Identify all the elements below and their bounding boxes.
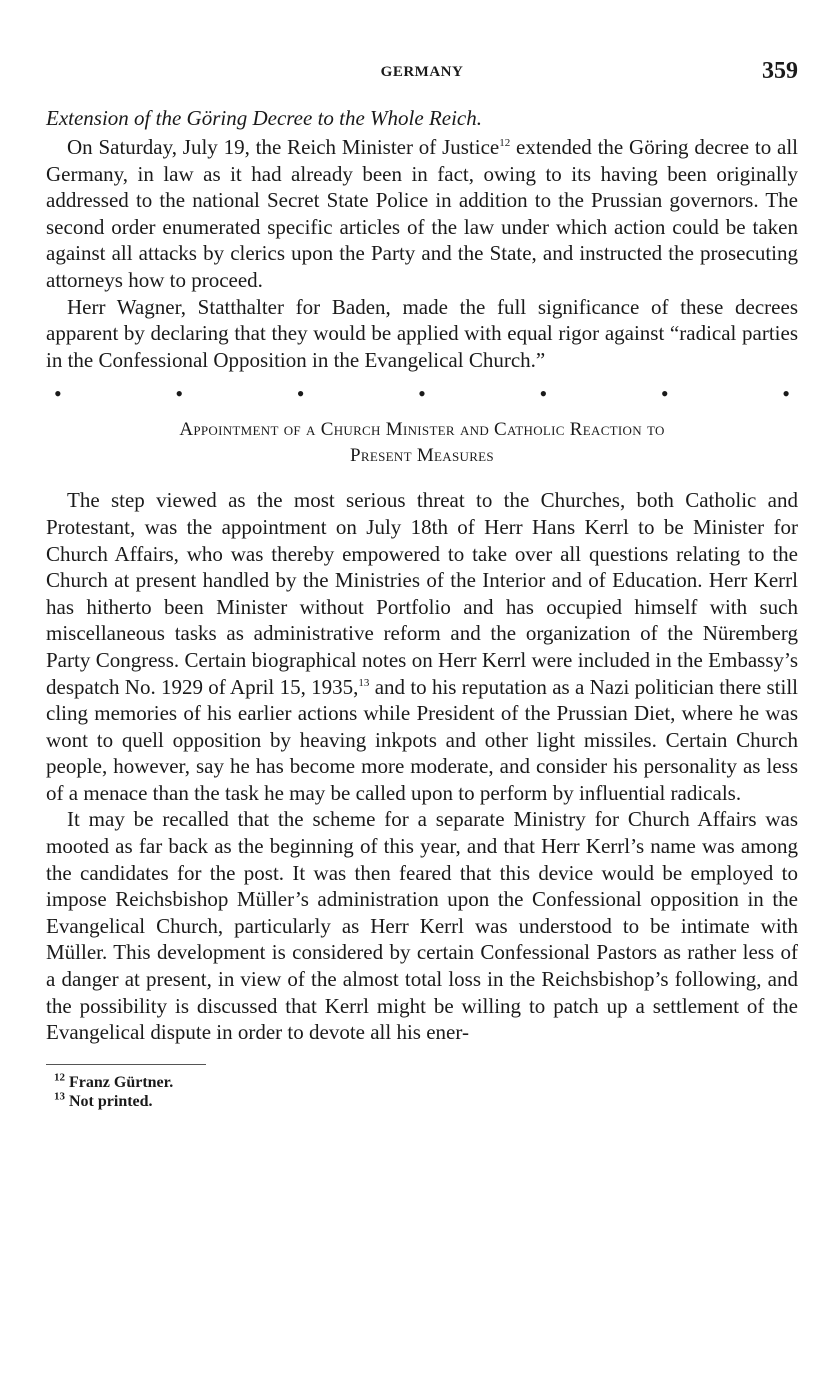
paragraph-text: and to his reputation as a Nazi politician there still cling memories of his earlier actions while President of the Prussian Diet, where he was wont to quell opposition by heaving inkpots and other light missiles. Certain Church people, however, say he has become more moderate, and consider his personality as less of a menace than the task he may be called upon to perform by influential radicals. [46,674,798,805]
ellipsis-divider [46,381,798,407]
paragraph-text: extended the Göring decree to all Germany, in law as it had already been in fact, owing to its having been originally addressed to the national Secret State Police in addition to the Prussian governors. The second order enumerated specific articles of the law under which action could be taken against all attacks by clerics upon the Party and the State, and instructed the prosecuting attorneys how to proceed. [46,135,798,292]
ellipsis-dot: • [539,381,548,407]
ellipsis-dot: • [296,381,305,407]
running-title: GERMANY [380,64,464,80]
document-page [46,58,798,1111]
paragraph-text: The step viewed as the most serious threat to the Churches, both Catholic and Protestant, was the appointment on July 18th of Herr Hans Kerrl to be Minister for Church Affairs, who was thereby empowered to take over all questions relating to the Church at present handled by the Ministries of the Interior and of Education. Herr Kerrl has hitherto been Minister without Portfolio and has occupied himself with such miscellaneous tasks as administrative reform and the organization of the Nüremberg Party Congress. Certain biographical notes on Herr Kerrl were included in the Embassy’s despatch No. 1929 of April 15, 1935, [46,488,798,699]
footnote-text: Franz Gürtner. [65,1073,174,1091]
ellipsis-dot: • [660,381,669,407]
footnote-12 [54,1073,798,1092]
running-header [46,58,798,94]
ellipsis-dot: • [54,381,62,407]
footnote-mark: 13 [54,1090,65,1103]
footnote-ref-12[interactable]: 12 [499,137,511,149]
section-heading-goring-decree: Extension of the Göring Decree to the Whole Reich. [46,106,483,130]
section-heading-church-minister [46,417,798,469]
paragraph-kerrl-appointment [46,487,798,806]
ellipsis-dot: • [782,381,790,407]
footnote-text: Not printed. [65,1092,153,1110]
page-number: 359 [762,58,798,84]
footnote-13 [54,1092,798,1111]
heading-line-2: Present Measures [350,445,494,467]
paragraph-justice-minister [46,134,798,294]
ellipsis-dot: • [418,381,426,407]
footnote-ref-13[interactable]: 13 [358,676,370,689]
ellipsis-dot: • [175,381,184,407]
footnote-mark: 12 [54,1071,65,1084]
paragraph-ministry-scheme: It may be recalled that the scheme for a separate Ministry for Church Affairs was mooted as far back as the beginning of this year, and that Herr Kerrl’s name was among the candidates for the post. It was then feared that this device would be employed to impose Reichsbishop Müller’s administration upon the Confessional opposition in the Evangelical Church, particularly as Herr Kerrl was understood to be intimate with Müller. This development is considered by certain Confessional Pastors as rather less of a danger at present, in view of the almost total loss in the Reichsbishop’s following, and the possibility is discussed that Kerrl might be willing to patch up a settlement of the Evangelical dispute in order to devote all his ener- [46,807,798,1045]
heading-line-1: Appointment of a Church Minister and Catholic Reaction to [179,419,665,441]
paragraph-wagner: Herr Wagner, Statthalter for Baden, made the full significance of these decrees apparent by declaring that they would be applied with equal rigor against “radical parties in the Confessional Opposition in the Evangelical Church.” [46,294,798,372]
footnote-rule [46,1064,206,1065]
paragraph-text: On Saturday, July 19, the Reich Minister of Justice [67,135,500,159]
